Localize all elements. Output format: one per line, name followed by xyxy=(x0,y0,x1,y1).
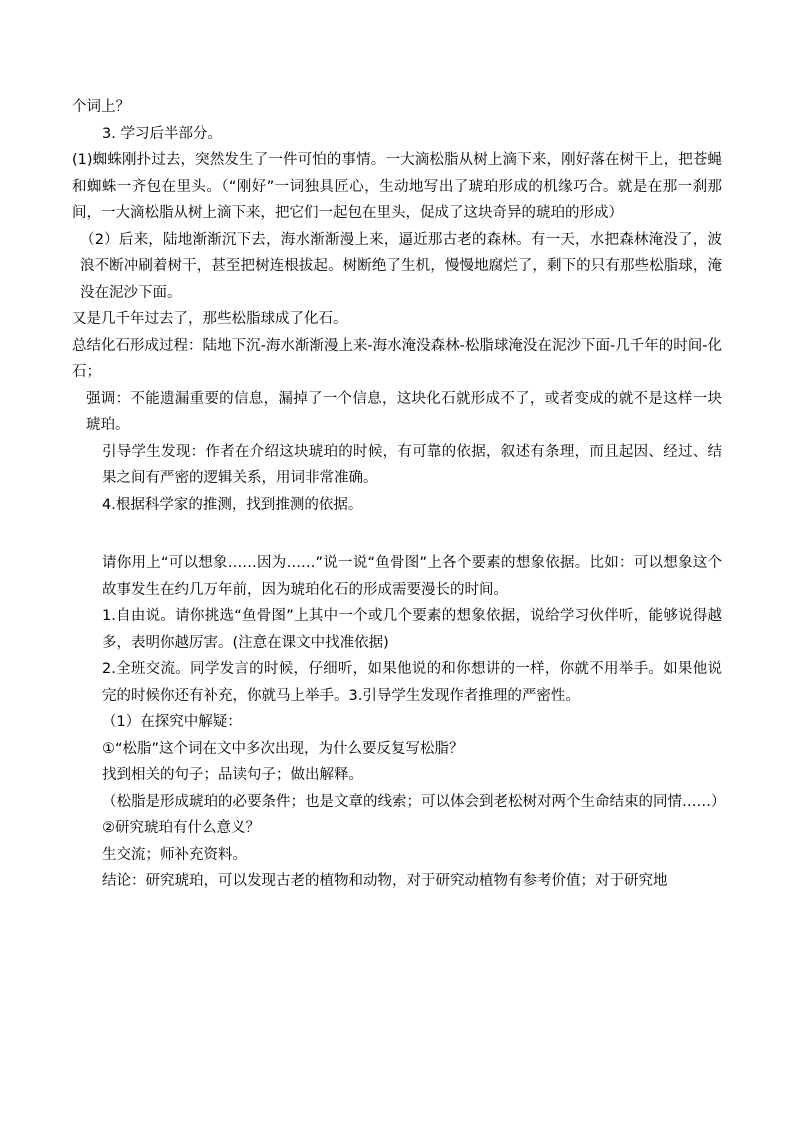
paragraph-resin-question: ①“松脂”这个词在文中多次出现，为什么要反复写松脂？ xyxy=(102,740,464,757)
paragraph-student-exchange: 生交流；师补充资料。 xyxy=(102,846,247,863)
paragraph-amber-meaning: ②研究琥珀有什么意义？ xyxy=(102,820,260,836)
paragraph-spider-resin: (1)蜘蛛刚扑过去，突然发生了一件可怕的事情。一大滴松脂从树上滴下来，刚好落在树干上，把苍蝇和蜘蛛一齐包在里头。（“刚好”一词独具匠心，生动地写出了琥珀形成的机缘巧合。就是在那一刹那间，一大滴松脂从树上滴下来，把它们一起包在里头，促成了这块奇异的琥珀的形成） xyxy=(72,152,722,221)
paragraph-line-01: 个词上？ xyxy=(72,99,130,115)
paragraph-imagine-because: 请你用上“可以想象……因为……”说一说“鱼骨图”上各个要素的想象依据。比如：可以想象这个故事发生在约几万年前，因为琥珀化石的形成需要漫长的时间。 xyxy=(102,555,722,598)
paragraph-fossil-summary: 总结化石形成过程：陆地下沉-海水渐渐漫上来-海水淹没森林-松脂球淹没在泥沙下面-几千年的时间-化石； xyxy=(72,337,722,380)
paragraph-guide-discover: 引导学生发现：作者在介绍这块琥珀的时候，有可靠的依据，叙述有条理，而且起因、经过、结果之间有严密的逻辑关系，用词非常准确。 xyxy=(102,443,722,486)
paragraph-conclusion: 结论：研究琥珀，可以发现古老的植物和动物，对于研究动植物有参考价值；对于研究地 xyxy=(102,873,668,889)
paragraph-thousands-years: 又是几千年过去了，那些松脂球成了化石。 xyxy=(72,311,348,327)
paragraph-resin-answer: （松脂是形成琥珀的必要条件；也是文章的线索；可以体会到老松树对两个生命结束的同情……） xyxy=(102,793,726,810)
paragraph-class-exchange: 2.全班交流。同学发言的时候，仔细听，如果他说的和你想讲的一样，你就不用举手。如果他说完的时候你还有补充，你就马上举手。3.引导学生发现作者推理的严密性。 xyxy=(102,661,722,704)
paragraph-free-talk: 1.自由说。请你挑选“鱼骨图”上其中一个或几个要素的想象依据，说给学习伙伴听，能够说得越多，表明你越厉害。(注意在课文中找准依据) xyxy=(102,608,722,651)
paragraph-land-sinks: （2）后来，陆地渐渐沉下去，海水渐渐漫上来，逼近那古老的森林。有一天，水把森林淹没了，波浪不断冲刷着树干，甚至把树连根拔起。树断绝了生机，慢慢地腐烂了，剩下的只有那些松脂球，淹没在泥沙下面。 xyxy=(80,231,722,301)
document-body xyxy=(72,94,726,895)
paragraph-find-sentences: 找到相关的句子；品读句子；做出解释。 xyxy=(102,767,363,783)
paragraph-find-evidence: 4.根据科学家的推测，找到推测的依据。 xyxy=(102,496,363,513)
paragraph-study-second-half: 3. 学习后半部分。 xyxy=(102,125,222,142)
paragraph-emphasis: 强调：不能遗漏重要的信息，漏掉了一个信息，这块化石就形成不了，或者变成的就不是这样一块琥珀。 xyxy=(86,390,722,433)
paragraph-explore-doubts: （1）在探究中解疑： xyxy=(102,714,242,730)
